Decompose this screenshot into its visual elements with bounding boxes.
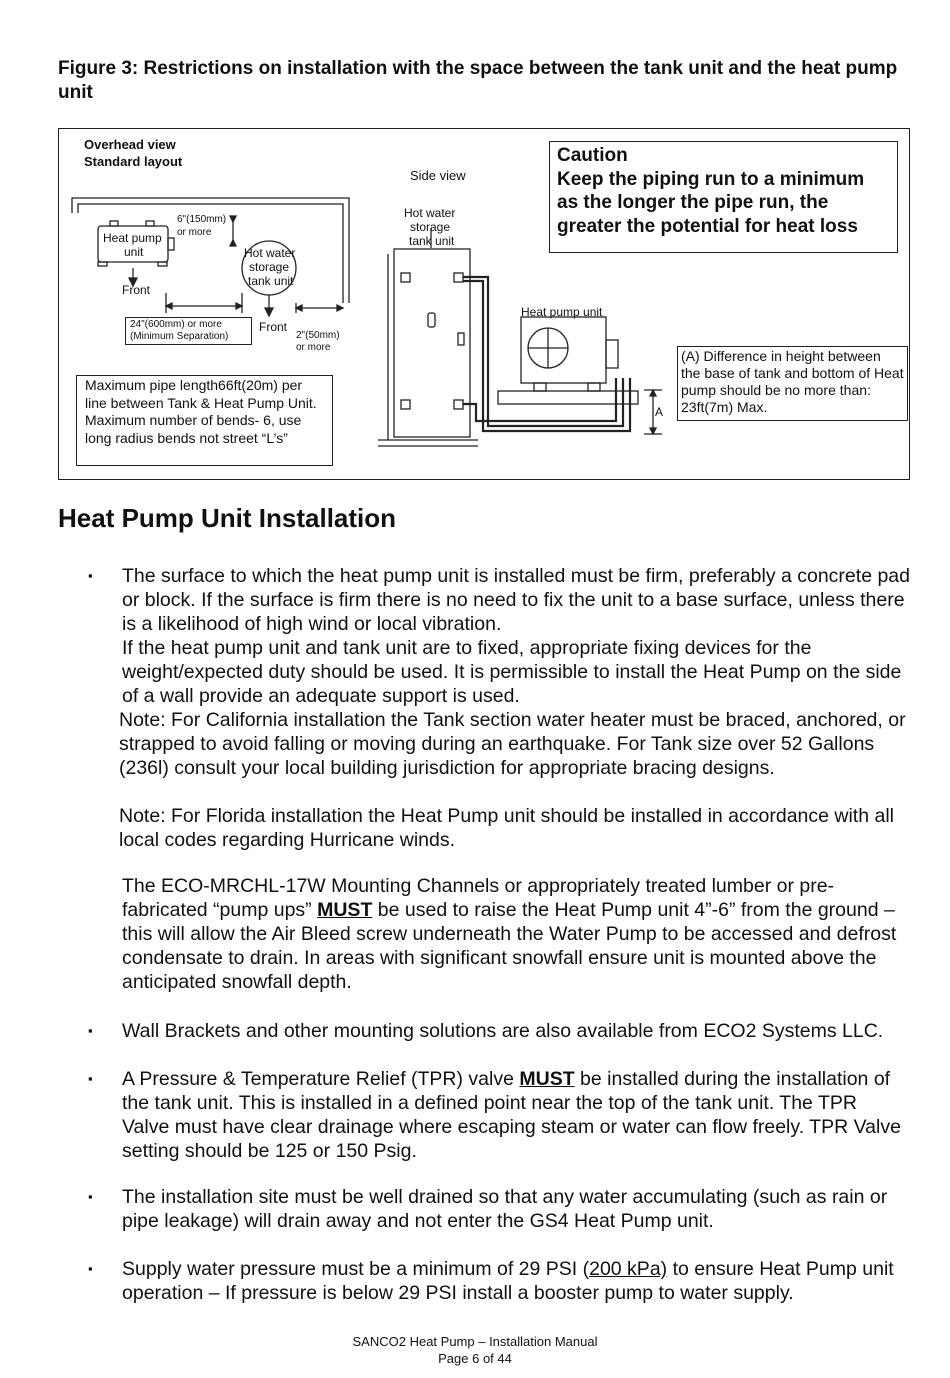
pipe-note-1: Maximum pipe length66ft(20m) per line between Tank & Heat Pump Unit.	[85, 377, 317, 411]
caution-box	[549, 141, 898, 253]
standard-layout-label: Standard layout	[84, 154, 183, 169]
front-label-2: Front	[259, 320, 288, 334]
footer-page-number: Page 6 of 44	[438, 1351, 512, 1366]
paragraph-drainage: The installation site must be well drained so that any water accumulating (such as rain or pipe leakage) will drain away and not enter the GS4 Heat Pump unit.	[122, 1186, 888, 1232]
sep-label-1: 24"(600mm) or more	[130, 319, 222, 330]
bullet-icon: ▪	[88, 1071, 93, 1086]
sv-tank-label-3: tank unit	[409, 234, 455, 248]
overhead-view-label: Overhead view	[84, 137, 176, 152]
tank-label-3: tank unit	[248, 274, 294, 288]
pressure-text-b: to ensure Heat Pump unit operation – If pressure is below 29 PSI install a booster pump to water supply.	[122, 1258, 894, 1304]
side-heat-pump-unit	[521, 317, 606, 383]
paragraph-brackets: Wall Brackets and other mounting solutions are also available from ECO2 Systems LLC.	[122, 1020, 884, 1042]
must-emphasis-2: MUST	[519, 1068, 575, 1090]
tank-label-1: Hot water	[244, 246, 296, 260]
section-title: Heat Pump Unit Installation	[58, 503, 397, 533]
tpr-text-a: A Pressure & Temperature Relief (TPR) valve	[122, 1068, 520, 1090]
mounting-text-b: be used to raise the Heat Pump unit 4”-6” from the ground – this will allow the Air Bleed screw underneath the Water Pump to be accessed and defrost condensate to drain. In areas with significant snowfall ensure unit is mounted above the anticipated snowfall depth.	[122, 899, 897, 993]
heat-pump-label-2: unit	[124, 245, 144, 259]
bullet-icon: ▪	[88, 568, 93, 583]
bullet-icon: ▪	[88, 1261, 93, 1276]
pressure-text-a: Supply water pressure must be a minimum of 29 PSI (	[122, 1258, 590, 1280]
must-emphasis-1: MUST	[317, 899, 373, 921]
pipe-length-note	[76, 375, 333, 466]
dimension-a-label: A	[655, 405, 664, 419]
sv-tank-label-2: storage	[410, 220, 451, 234]
heat-pump-label-1: Heat pump	[103, 231, 162, 245]
sv-tank-label-1: Hot water	[404, 206, 456, 220]
tank-label-2: storage	[249, 260, 290, 274]
paragraph-water-pressure	[122, 1257, 912, 1305]
dim-2in-label-2: or more	[296, 342, 331, 353]
bullet-icon: ▪	[88, 1023, 93, 1038]
dim-2in-label-1: 2"(50mm)	[296, 330, 340, 341]
tpr-text-b: be installed during the installation of the tank unit. This is installed in a defined point near the top of the tank unit. The TPR Valve must have clear drainage where escaping steam or water can flow freely. TPR Valve setting should be 125 or 150 Psig.	[122, 1068, 901, 1162]
mounting-text-a: The ECO-MRCHL-17W Mounting Channels or appropriately treated lumber or pre-fabricated “pump ups”	[122, 875, 835, 921]
paragraph-surface: The surface to which the heat pump unit is installed must be firm, preferably a concrete pad or block. If the surface is firm there is no need to fix the unit to a base surface, unless there is a likelihood of high wind or local vibration.	[122, 565, 910, 635]
sv-heat-pump-label: Heat pump unit	[521, 305, 603, 319]
footer-manual-title: SANCO2 Heat Pump – Installation Manual	[352, 1334, 598, 1349]
paragraph-california: Note: For California installation the Tank section water heater must be braced, anchored, or strapped to avoid falling or moving during an earthquake. For Tank size over 52 Gallons (236l) consult your local building jurisdiction for appropriate bracing designs.	[119, 709, 906, 779]
front-label-1: Front	[122, 283, 151, 297]
dim-6in-label-1: 6"(150mm)	[177, 214, 227, 225]
caution-text: Keep the piping run to a minimum as the longer the pipe run, the greater the potential for heat loss	[557, 168, 865, 237]
bullet-icon: ▪	[88, 1189, 93, 1204]
caution-title: Caution	[557, 145, 628, 166]
pipe-note-2: Maximum number of bends- 6, use long radius bends not street “L’s”	[85, 412, 302, 446]
paragraph-tpr-valve	[122, 1067, 907, 1163]
figure-title: Figure 3: Restrictions on installation with the space between the tank unit and the heat pump unit	[58, 58, 898, 103]
paragraph-mounting	[122, 874, 912, 994]
paragraph-fixing: If the heat pump unit and tank unit are to fixed, appropriate fixing devices for the weight/expected duty should be used. It is permissible to install the Heat Pump on the side of a wall provide an adequate support is used.	[122, 637, 902, 707]
sep-label-2: (Minimum Separation)	[130, 331, 229, 342]
min-separation-box	[125, 317, 252, 345]
side-view-label: Side view	[410, 168, 466, 183]
pressure-kpa: 200 kPa)	[589, 1258, 668, 1280]
paragraph-florida: Note: For Florida installation the Heat Pump unit should be installed in accordance with all local codes regarding Hurricane winds.	[119, 805, 895, 851]
dim-6in-label-2: or more	[177, 227, 212, 238]
height-difference-note: (A) Difference in height between the base of tank and bottom of Heat pump should be no more than: 23ft(7m) Max.	[677, 346, 908, 421]
